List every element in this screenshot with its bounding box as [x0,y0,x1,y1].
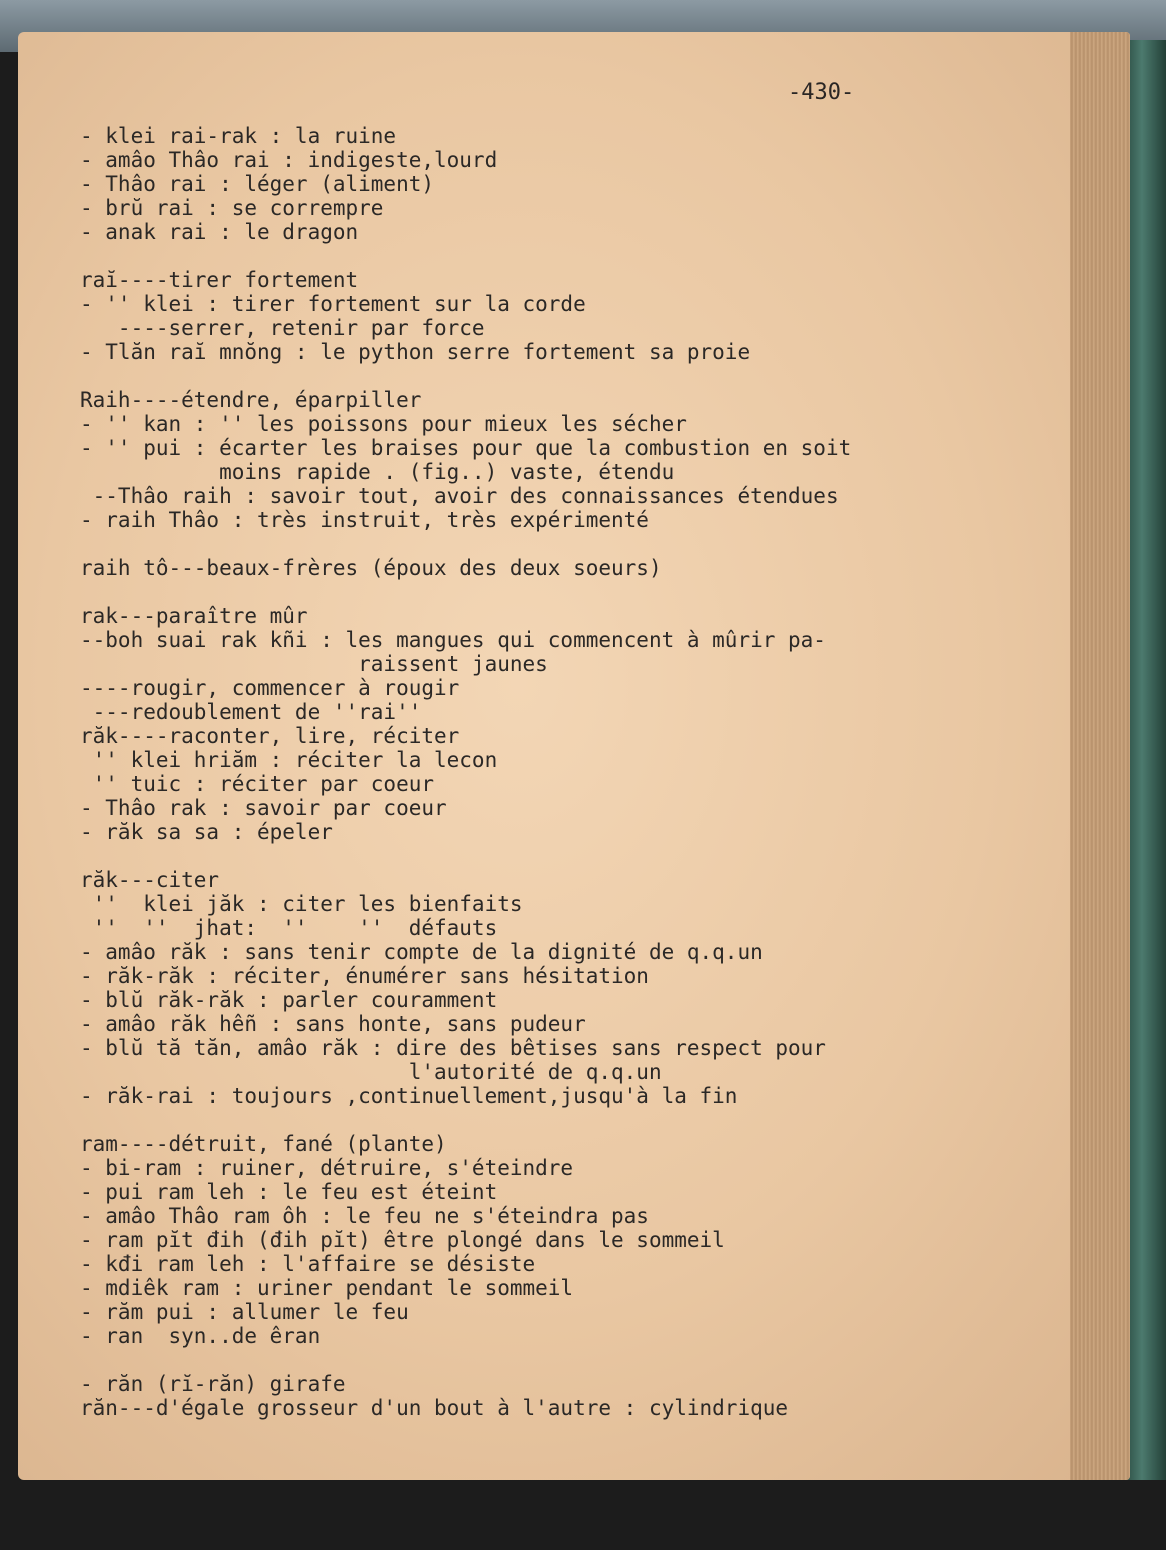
text-line: raissent jaunes [80,652,548,676]
text-line: - amâo răk : sans tenir compte de la dignité de q.q.un [80,940,763,964]
text-line: - blŭ tă tăn, amâo răk : dire des bêtises sans respect pour [80,1036,826,1060]
text-line: răk----raconter, lire, réciter [80,724,460,748]
book-cover-edge [1126,40,1166,1480]
text-line: - răm pui : allumer le feu [80,1300,409,1324]
text-line: - amâo răk hêñ : sans honte, sans pudeur [80,1012,586,1036]
text-line: răn---d'égale grosseur d'un bout à l'autre : cylindrique [80,1396,789,1420]
text-line [80,364,980,388]
text-line: - amâo Thâo ram ôh : le feu ne s'éteindra pas [80,1204,649,1228]
text-line: moins rapide . (fig..) vaste, étendu [80,460,675,484]
dictionary-text [80,124,980,1420]
text-line: - Tlăn raĭ mnŏng : le python serre fortement sa proie [80,340,751,364]
text-line [80,532,980,556]
text-line: - '' klei : tirer fortement sur la corde [80,292,586,316]
text-line: l'autorité de q.q.un [80,1060,662,1084]
text-line: ----serrer, retenir par force [80,316,485,340]
text-line: - raih Thâo : très instruit, très expérimenté [80,508,649,532]
text-line: --boh suai rak kñi : les mangues qui commencent à mûrir pa- [80,628,826,652]
page-number: -430- [788,80,855,105]
text-line: ram----détruit, fané (plante) [80,1132,447,1156]
text-line: '' klei jăk : citer les bienfaits [80,892,523,916]
text-line: raih tô---beaux-frères (époux des deux soeurs) [80,556,662,580]
text-line: Raih----étendre, éparpiller [80,388,422,412]
text-line: ----rougir, commencer à rougir [80,676,460,700]
text-line: - pui ram leh : le feu est éteint [80,1180,498,1204]
text-line: răk---citer [80,868,220,892]
text-line: '' klei hriăm : réciter la lecon [80,748,498,772]
text-line: - răk-răk : réciter, énumérer sans hésitation [80,964,649,988]
text-line: '' '' jhat: '' '' défauts [80,916,498,940]
text-line: - '' pui : écarter les braises pour que la combustion en soit [80,436,852,460]
text-line: - bi-ram : ruiner, détruire, s'éteindre [80,1156,574,1180]
text-line: --Thâo raih : savoir tout, avoir des connaissances étendues [80,484,839,508]
text-line [80,580,980,604]
text-line: ---redoublement de ''rai'' [80,700,422,724]
text-line: - brŭ rai : se corrempre [80,196,384,220]
text-line [80,244,980,268]
text-line: - '' kan : '' les poissons pour mieux les sécher [80,412,687,436]
text-line: - răk-rai : toujours ,continuellement,jusqu'à la fin [80,1084,738,1108]
text-line: rak---paraître mûr [80,604,308,628]
text-line [80,1108,980,1132]
text-line: - anak rai : le dragon [80,220,359,244]
text-line: - mdiêk ram : uriner pendant le sommeil [80,1276,574,1300]
text-line: - ram pĭt đih (đih pĭt) être plongé dans le sommeil [80,1228,725,1252]
text-line [80,1348,980,1372]
text-line: - amâo Thâo rai : indigeste,lourd [80,148,498,172]
text-line: raĭ----tirer fortement [80,268,359,292]
text-line: - kđi ram leh : l'affaire se désiste [80,1252,536,1276]
page-edges [1070,32,1130,1480]
text-line [80,844,980,868]
text-line: - Thâo rak : savoir par coeur [80,796,447,820]
text-line: - klei rai-rak : la ruine [80,124,397,148]
text-line: - blŭ răk-răk : parler couramment [80,988,498,1012]
book-page [18,32,1130,1480]
text-line: - ran syn..de êran [80,1324,321,1348]
text-line: - răn (rĭ-răn) girafe [80,1372,346,1396]
text-line: - răk sa sa : épeler [80,820,333,844]
text-line: '' tuic : réciter par coeur [80,772,435,796]
text-line: - Thâo rai : léger (aliment) [80,172,435,196]
